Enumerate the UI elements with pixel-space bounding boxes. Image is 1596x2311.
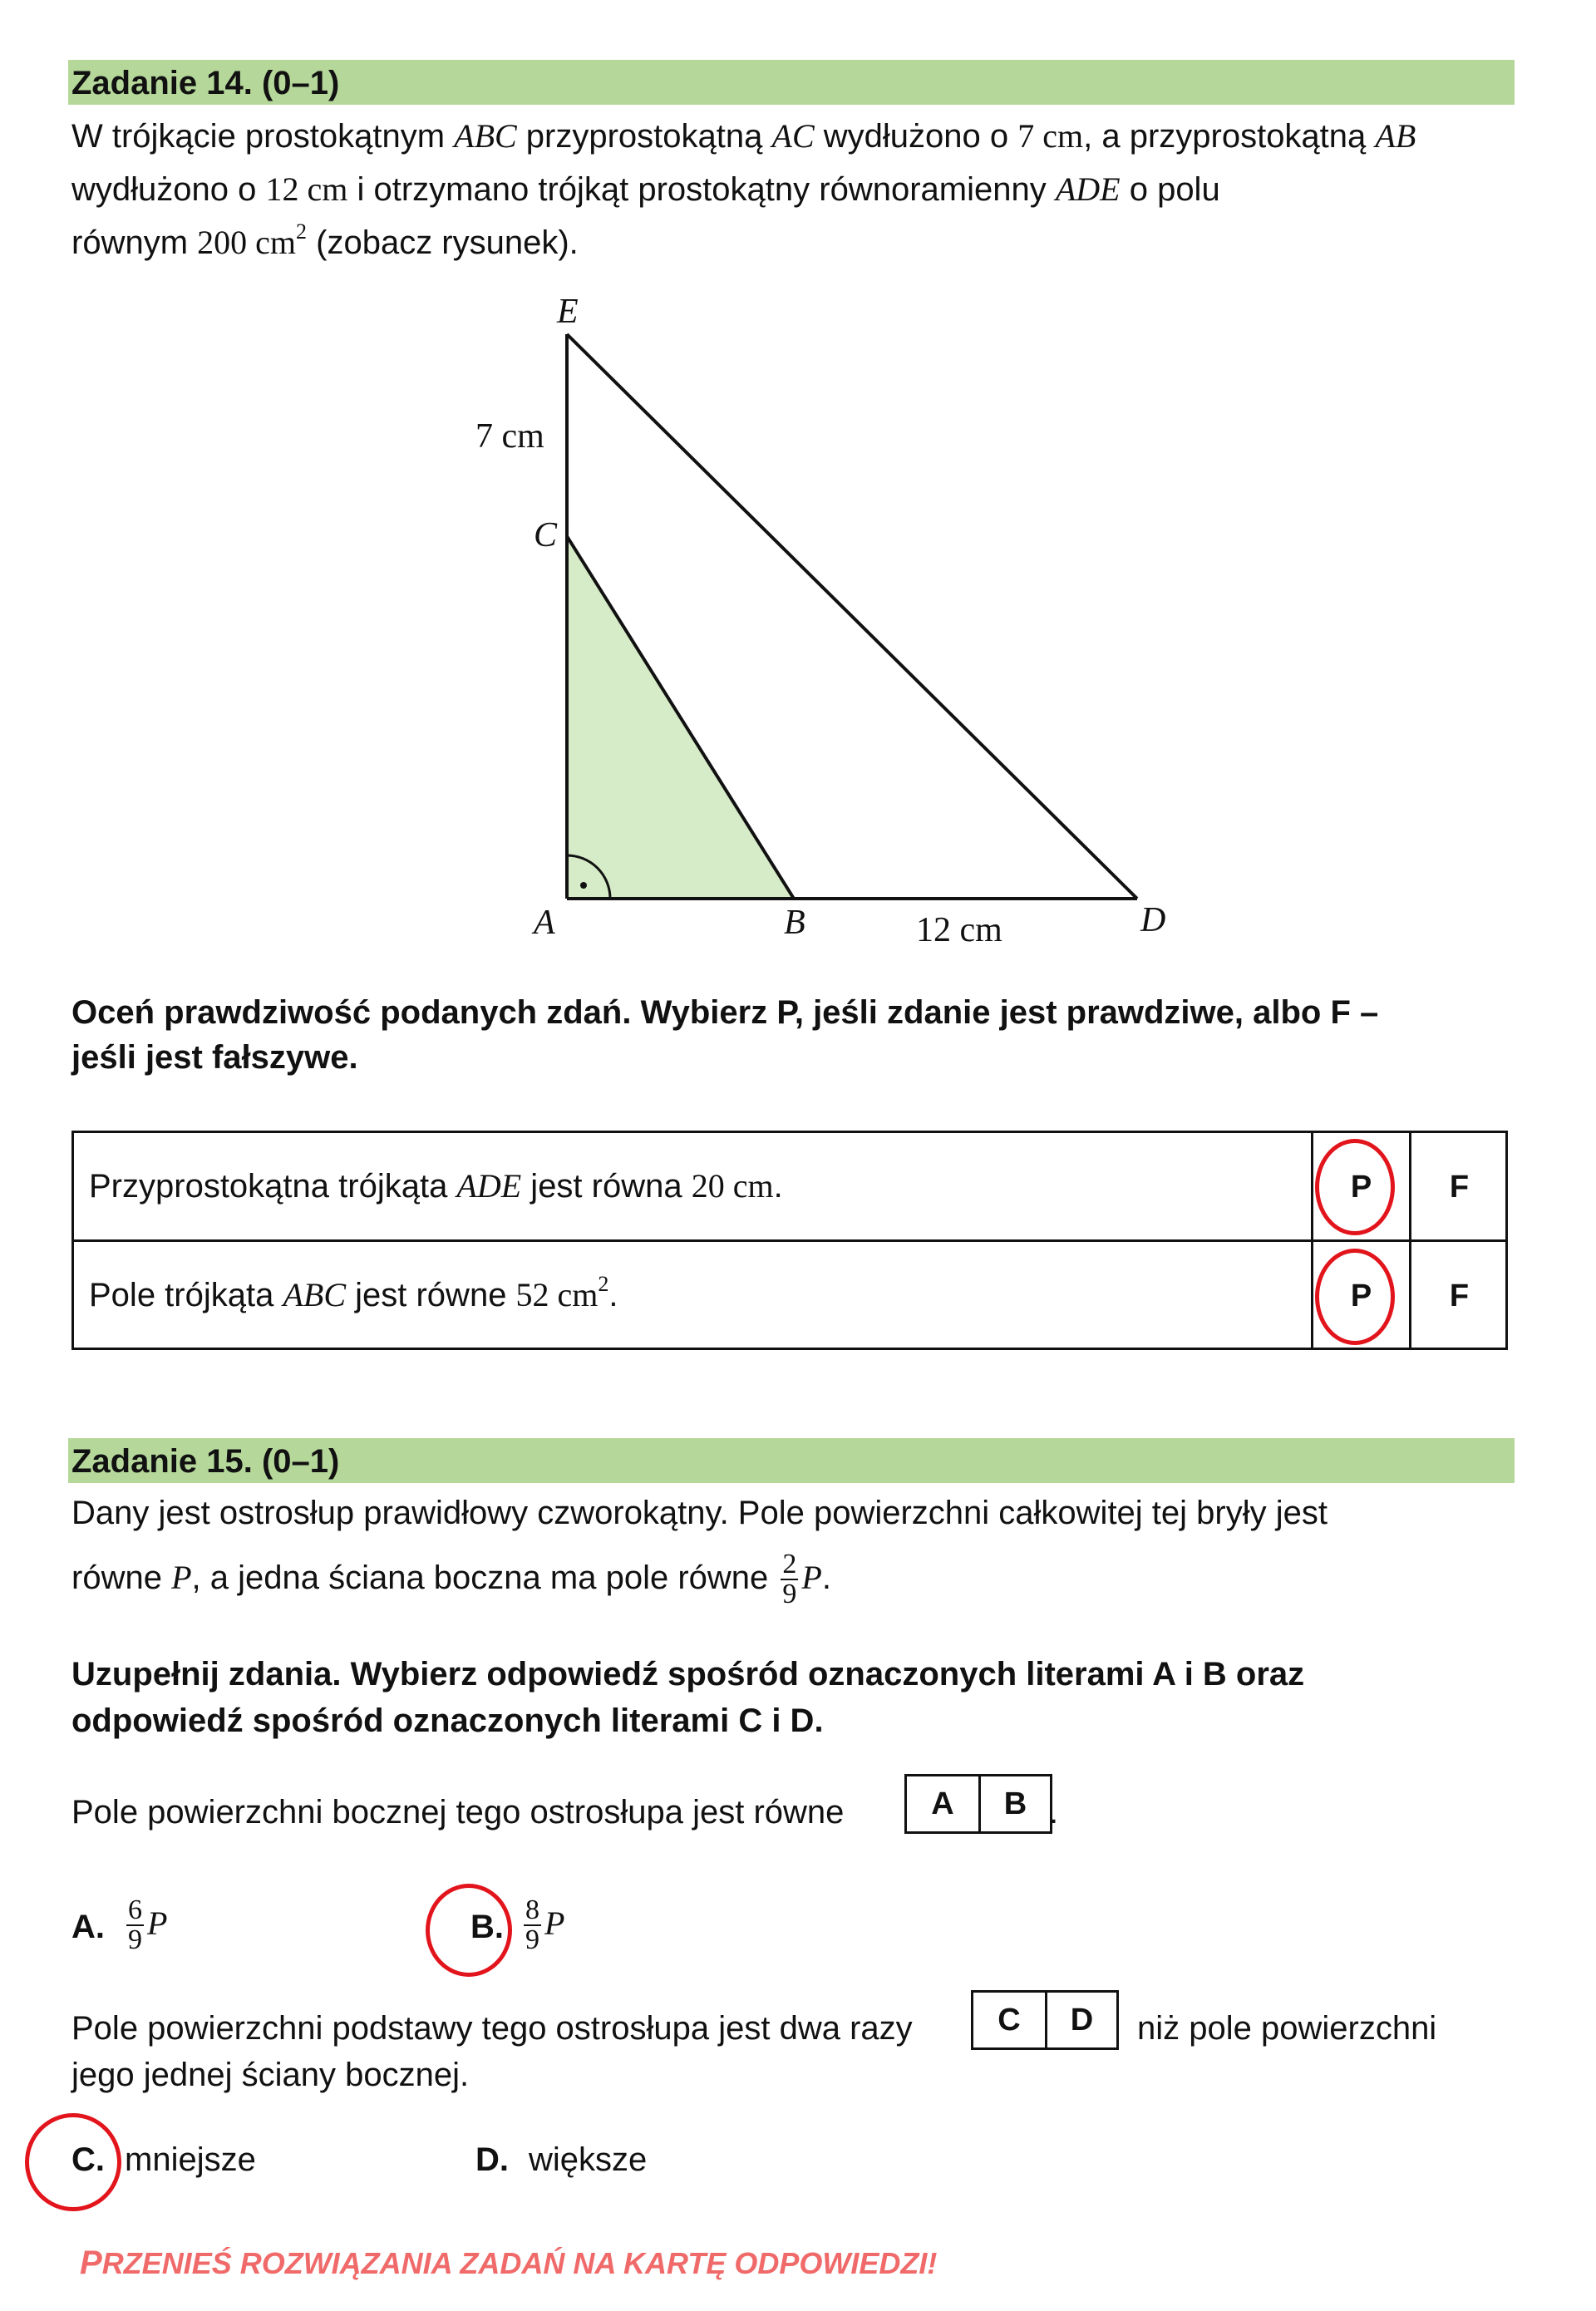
choice-box-b[interactable]: B	[978, 1776, 1050, 1831]
option-c-letter[interactable]: C.	[71, 2141, 105, 2178]
vertex-label-e: E	[557, 293, 579, 331]
option-d-letter[interactable]: D.	[475, 2141, 509, 2178]
sentence-2-start: Pole powierzchni podstawy tego ostrosłupa jest dwa razy	[71, 2010, 913, 2047]
task14-instruction-line1: Oceń prawdziwość podanych zdań. Wybierz P, jeśli zdanie jest prawdziwe, albo F –	[71, 994, 1379, 1031]
option-c-text: mniejsze	[125, 2141, 256, 2178]
task15-intro-line1: Dany jest ostrosłup prawidłowy czworokątny. Pole powierzchni całkowitej tej bryły jest	[71, 1495, 1328, 1531]
right-angle-dot	[580, 882, 587, 889]
sentence-1: Pole powierzchni bocznej tego ostrosłupa jest równe	[71, 1794, 845, 1831]
choice-box-a[interactable]: A	[931, 1786, 954, 1821]
choice-box-cd	[971, 1990, 1119, 2050]
task14-instruction-line2: jeśli jest fałszywe.	[71, 1039, 358, 1076]
footer-note: PRZENIEŚ ROZWIĄZANIA ZADAŃ NA KARTĘ ODPOWIEDZI!	[80, 2244, 938, 2281]
task15-intro-line2: równe P, a jedna ściana boczna ma pole równe $\frac{2}{9}$ P.	[71, 1549, 831, 1610]
task15-instruction-line2: odpowiedź spośród oznaczonych literami C i D.	[71, 1702, 824, 1739]
sentence-2-end: niż pole powierzchni	[1137, 2010, 1437, 2047]
vertex-label-b: B	[784, 904, 805, 942]
sentence-1-end: .	[1049, 1794, 1059, 1831]
task14-intro-line1: W trójkącie prostokątnym ABC przyprostokątną AC wydłużono o 7 cm, a przyprostokątną AB	[71, 117, 1416, 155]
length-label-12cm: 12 cm	[916, 911, 1002, 949]
option-b-value: $\frac{8}{9}$ P	[525, 1895, 565, 1956]
row2-option-p[interactable]: P	[1311, 1242, 1409, 1350]
answer-circle-row1-p	[1315, 1139, 1395, 1235]
task14-header: Zadanie 14. (0–1)	[71, 65, 340, 101]
table-row	[74, 1242, 1505, 1350]
choice-box-c[interactable]: C	[998, 2003, 1021, 2038]
statement-1: Przyprostokątna trójkąta ADE jest równa 20 cm.	[89, 1167, 783, 1205]
task14-intro-line3: równym 200 $cm^2$ (zobacz rysunek).	[71, 219, 579, 261]
statement-2: Pole trójkąta ABC jest równe 52 $cm^2$.	[89, 1271, 618, 1313]
answer-circle-option-b	[426, 1884, 512, 1977]
answer-circle-row2-p	[1315, 1249, 1395, 1345]
task14-intro-line2: wydłużono o 12 cm i otrzymano trójkąt prostokątny równoramienny ADE o polu	[71, 170, 1220, 208]
answer-circle-option-c	[25, 2113, 121, 2211]
option-d-text: większe	[529, 2141, 648, 2178]
true-false-table	[71, 1131, 1508, 1350]
task15-header-bar	[68, 1438, 1515, 1483]
option-a-value: $\frac{6}{9}$ P	[128, 1895, 168, 1956]
fraction-2-9: $\frac{2}{9}$	[782, 1549, 797, 1610]
task15-instruction-line1: Uzupełnij zdania. Wybierz odpowiedź spośród oznaczonych literami A i B oraz	[71, 1656, 1305, 1693]
vertex-label-c: C	[534, 516, 558, 554]
row1-option-p[interactable]: P	[1311, 1133, 1409, 1241]
length-label-7cm: 7 cm	[475, 417, 544, 456]
triangle-figure	[0, 0, 1596, 964]
table-row	[74, 1133, 1505, 1241]
sentence-2-line2: jego jednej ściany bocznej.	[71, 2057, 470, 2093]
vertex-label-d: D	[1140, 901, 1166, 939]
option-a-letter[interactable]: A.	[71, 1909, 105, 1945]
option-b-letter[interactable]: B.	[470, 1909, 504, 1945]
choice-box-ab	[904, 1774, 1052, 1834]
vertex-label-a: A	[534, 904, 555, 942]
choice-box-d[interactable]: D	[1045, 1993, 1116, 2047]
row2-option-f[interactable]: F	[1409, 1242, 1507, 1350]
row1-option-f[interactable]: F	[1409, 1133, 1507, 1241]
task15-header: Zadanie 15. (0–1)	[71, 1443, 340, 1480]
